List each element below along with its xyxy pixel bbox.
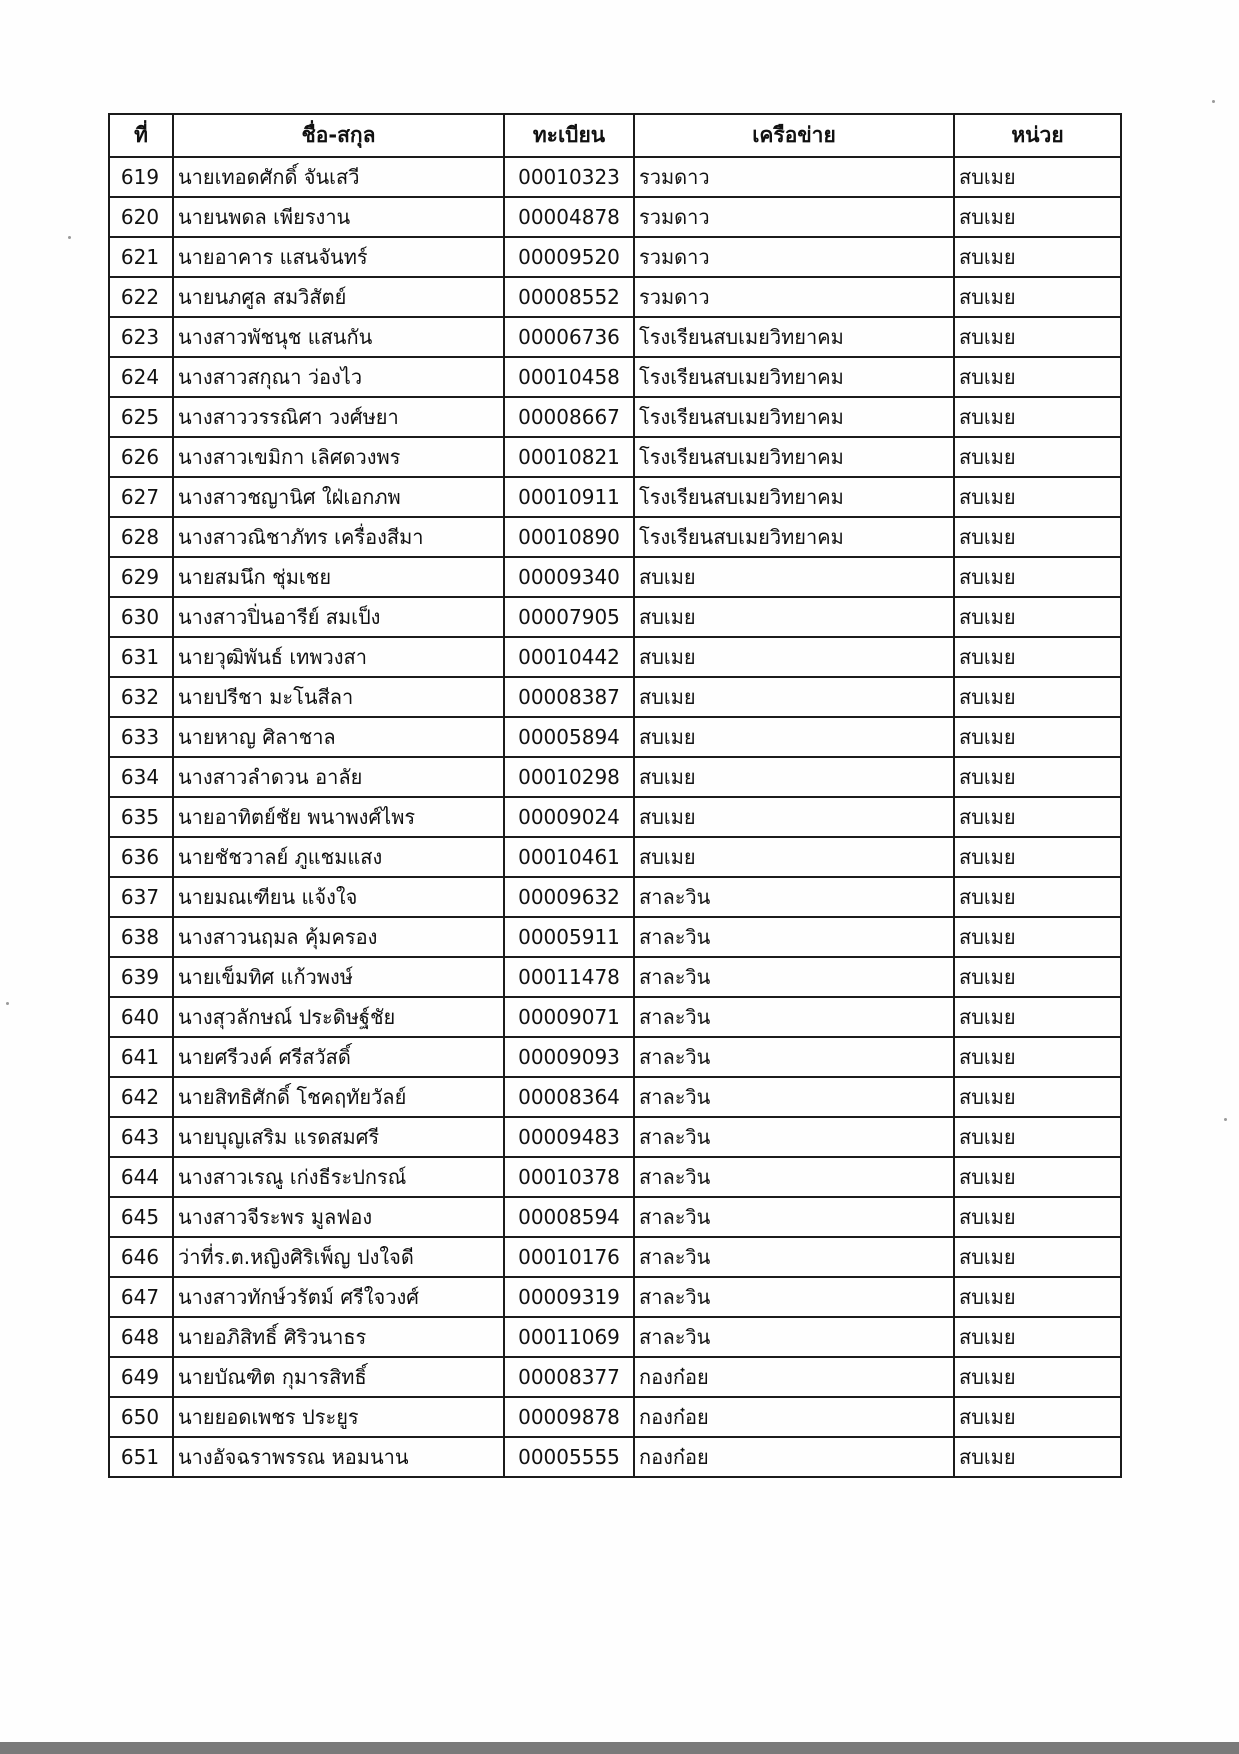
cell-name: ว่าที่ร.ต.หญิงศิริเพ็ญ ปงใจดี <box>173 1237 504 1277</box>
cell-num: 634 <box>109 757 173 797</box>
table-row <box>109 637 1121 677</box>
cell-unit: สบเมย <box>954 677 1121 717</box>
table-row <box>109 557 1121 597</box>
cell-registration: 00009520 <box>504 237 634 277</box>
cell-network: รวมดาว <box>634 237 954 277</box>
cell-registration: 00010442 <box>504 637 634 677</box>
cell-registration: 00009093 <box>504 1037 634 1077</box>
cell-registration: 00009878 <box>504 1397 634 1437</box>
cell-name: นายเทอดศักดิ์ จันเสวี <box>173 157 504 197</box>
cell-registration: 00009483 <box>504 1117 634 1157</box>
cell-registration: 00011069 <box>504 1317 634 1357</box>
cell-network: สาละวิน <box>634 1317 954 1357</box>
table-row <box>109 1397 1121 1437</box>
cell-registration: 00010323 <box>504 157 634 197</box>
cell-network: โรงเรียนสบเมยวิทยาคม <box>634 317 954 357</box>
cell-num: 621 <box>109 237 173 277</box>
table-row <box>109 477 1121 517</box>
cell-name: นายเข็มทิศ แก้วพงษ์ <box>173 957 504 997</box>
cell-registration: 00005894 <box>504 717 634 757</box>
cell-registration: 00008364 <box>504 1077 634 1117</box>
table-row <box>109 1037 1121 1077</box>
cell-name: นายมณเฑียน แจ้งใจ <box>173 877 504 917</box>
cell-num: 649 <box>109 1357 173 1397</box>
cell-registration: 00010461 <box>504 837 634 877</box>
cell-num: 639 <box>109 957 173 997</box>
cell-num: 619 <box>109 157 173 197</box>
table-row <box>109 517 1121 557</box>
cell-registration: 00010890 <box>504 517 634 557</box>
cell-name: นายอภิสิทธิ์ ศิริวนาธร <box>173 1317 504 1357</box>
cell-unit: สบเมย <box>954 877 1121 917</box>
cell-registration: 00010821 <box>504 437 634 477</box>
header-num: ที่ <box>109 114 173 157</box>
cell-name: นายอาคาร แสนจันทร์ <box>173 237 504 277</box>
cell-unit: สบเมย <box>954 1437 1121 1477</box>
cell-num: 624 <box>109 357 173 397</box>
table-row <box>109 357 1121 397</box>
cell-unit: สบเมย <box>954 1157 1121 1197</box>
cell-registration: 00007905 <box>504 597 634 637</box>
cell-num: 633 <box>109 717 173 757</box>
cell-network: สบเมย <box>634 637 954 677</box>
cell-name: นางอัจฉราพรรณ หอมนาน <box>173 1437 504 1477</box>
cell-network: สบเมย <box>634 797 954 837</box>
cell-network: สาละวิน <box>634 877 954 917</box>
cell-unit: สบเมย <box>954 957 1121 997</box>
cell-name: นางสาวนฤมล คุ้มครอง <box>173 917 504 957</box>
cell-registration: 00008387 <box>504 677 634 717</box>
cell-unit: สบเมย <box>954 1037 1121 1077</box>
cell-name: นางสาวทักษ์วรัตม์ ศรีใจวงศ์ <box>173 1277 504 1317</box>
table-row <box>109 1117 1121 1157</box>
cell-network: สบเมย <box>634 717 954 757</box>
cell-registration: 00006736 <box>504 317 634 357</box>
table-row <box>109 957 1121 997</box>
table-row <box>109 437 1121 477</box>
cell-name: นางสาวลำดวน อาลัย <box>173 757 504 797</box>
cell-unit: สบเมย <box>954 757 1121 797</box>
cell-registration: 00010458 <box>504 357 634 397</box>
cell-num: 637 <box>109 877 173 917</box>
cell-registration: 00010378 <box>504 1157 634 1197</box>
table-row <box>109 157 1121 197</box>
cell-network: สบเมย <box>634 557 954 597</box>
cell-network: กองก๋อย <box>634 1357 954 1397</box>
header-name: ชื่อ-สกุล <box>173 114 504 157</box>
cell-registration: 00008667 <box>504 397 634 437</box>
header-network: เครือข่าย <box>634 114 954 157</box>
table-row <box>109 1157 1121 1197</box>
cell-num: 638 <box>109 917 173 957</box>
cell-num: 646 <box>109 1237 173 1277</box>
cell-unit: สบเมย <box>954 557 1121 597</box>
cell-num: 640 <box>109 997 173 1037</box>
cell-unit: สบเมย <box>954 237 1121 277</box>
table-body <box>109 157 1121 1477</box>
cell-name: นายศรีวงค์ ศรีสวัสดิ์ <box>173 1037 504 1077</box>
header-registration: ทะเบียน <box>504 114 634 157</box>
cell-name: นางสาวสกุณา ว่องไว <box>173 357 504 397</box>
cell-unit: สบเมย <box>954 597 1121 637</box>
cell-network: กองก๋อย <box>634 1397 954 1437</box>
cell-registration: 00010176 <box>504 1237 634 1277</box>
cell-unit: สบเมย <box>954 1077 1121 1117</box>
table-row <box>109 277 1121 317</box>
cell-unit: สบเมย <box>954 717 1121 757</box>
cell-unit: สบเมย <box>954 837 1121 877</box>
cell-network: สาละวิน <box>634 1117 954 1157</box>
table-row <box>109 1077 1121 1117</box>
scan-speck <box>1224 1118 1227 1121</box>
scan-edge-bar <box>0 1742 1239 1754</box>
cell-network: โรงเรียนสบเมยวิทยาคม <box>634 517 954 557</box>
cell-num: 626 <box>109 437 173 477</box>
table-row <box>109 1197 1121 1237</box>
cell-name: นายหาญ ศิลาชาล <box>173 717 504 757</box>
cell-unit: สบเมย <box>954 157 1121 197</box>
cell-network: สาละวิน <box>634 917 954 957</box>
cell-name: นายชัชวาลย์ ภูแชมแสง <box>173 837 504 877</box>
cell-name: นายยอดเพชร ประยูร <box>173 1397 504 1437</box>
cell-name: นางสาวเรณู เก่งธีระปกรณ์ <box>173 1157 504 1197</box>
cell-network: กองก๋อย <box>634 1437 954 1477</box>
cell-registration: 00005911 <box>504 917 634 957</box>
cell-registration: 00009024 <box>504 797 634 837</box>
cell-unit: สบเมย <box>954 437 1121 477</box>
cell-registration: 00008594 <box>504 1197 634 1237</box>
cell-network: สาละวิน <box>634 1077 954 1117</box>
cell-num: 622 <box>109 277 173 317</box>
cell-name: นายวุฒิพันธ์ เทพวงสา <box>173 637 504 677</box>
cell-unit: สบเมย <box>954 1117 1121 1157</box>
cell-num: 632 <box>109 677 173 717</box>
table-row <box>109 877 1121 917</box>
table-row <box>109 917 1121 957</box>
cell-unit: สบเมย <box>954 1357 1121 1397</box>
cell-name: นางสาวชญานิศ ใฝ่เอกภพ <box>173 477 504 517</box>
cell-unit: สบเมย <box>954 1237 1121 1277</box>
cell-unit: สบเมย <box>954 1277 1121 1317</box>
cell-num: 628 <box>109 517 173 557</box>
table-row <box>109 677 1121 717</box>
cell-registration: 00009340 <box>504 557 634 597</box>
table-row <box>109 797 1121 837</box>
scan-speck <box>1212 100 1215 103</box>
cell-network: สาละวิน <box>634 1197 954 1237</box>
cell-num: 651 <box>109 1437 173 1477</box>
table-row <box>109 1237 1121 1277</box>
cell-network: สบเมย <box>634 837 954 877</box>
cell-unit: สบเมย <box>954 197 1121 237</box>
cell-name: นายนพดล เพียรงาน <box>173 197 504 237</box>
cell-unit: สบเมย <box>954 797 1121 837</box>
cell-network: สบเมย <box>634 677 954 717</box>
cell-network: โรงเรียนสบเมยวิทยาคม <box>634 477 954 517</box>
cell-name: นางสุวลักษณ์ ประดิษฐ์ชัย <box>173 997 504 1037</box>
cell-num: 647 <box>109 1277 173 1317</box>
cell-num: 650 <box>109 1397 173 1437</box>
cell-num: 642 <box>109 1077 173 1117</box>
cell-name: นางสาวพัชนุช แสนกัน <box>173 317 504 357</box>
table-row <box>109 1317 1121 1357</box>
cell-network: สบเมย <box>634 597 954 637</box>
cell-name: นายปรีชา มะโนสีลา <box>173 677 504 717</box>
table-row <box>109 1357 1121 1397</box>
cell-num: 635 <box>109 797 173 837</box>
cell-num: 648 <box>109 1317 173 1357</box>
cell-registration: 00008377 <box>504 1357 634 1397</box>
cell-network: รวมดาว <box>634 157 954 197</box>
cell-network: สาละวิน <box>634 957 954 997</box>
cell-registration: 00008552 <box>504 277 634 317</box>
cell-unit: สบเมย <box>954 357 1121 397</box>
cell-registration: 00004878 <box>504 197 634 237</box>
cell-unit: สบเมย <box>954 917 1121 957</box>
cell-registration: 00009632 <box>504 877 634 917</box>
cell-network: สาละวิน <box>634 1277 954 1317</box>
cell-unit: สบเมย <box>954 1397 1121 1437</box>
cell-name: นายนภศูล สมวิสัตย์ <box>173 277 504 317</box>
cell-num: 643 <box>109 1117 173 1157</box>
scan-speck <box>68 236 71 239</box>
table-row <box>109 237 1121 277</box>
cell-name: นางสาวณิชาภัทร เครื่องสีมา <box>173 517 504 557</box>
cell-network: สาละวิน <box>634 1157 954 1197</box>
cell-name: นายบัณฑิต กุมารสิทธิ์ <box>173 1357 504 1397</box>
cell-registration: 00005555 <box>504 1437 634 1477</box>
cell-name: นางสาววรรณิศา วงศ์ษยา <box>173 397 504 437</box>
cell-registration: 00009071 <box>504 997 634 1037</box>
cell-network: สาละวิน <box>634 1237 954 1277</box>
cell-num: 641 <box>109 1037 173 1077</box>
table-row <box>109 397 1121 437</box>
cell-registration: 00011478 <box>504 957 634 997</box>
table-row <box>109 1437 1121 1477</box>
cell-name: นางสาวเขมิกา เลิศดวงพร <box>173 437 504 477</box>
cell-network: สาละวิน <box>634 997 954 1037</box>
cell-network: สาละวิน <box>634 1037 954 1077</box>
cell-name: นายสิทธิศักดิ์ โชคฤทัยวัลย์ <box>173 1077 504 1117</box>
cell-name: นายบุญเสริม แรดสมศรี <box>173 1117 504 1157</box>
cell-num: 636 <box>109 837 173 877</box>
cell-name: นางสาวปิ่นอารีย์ สมเป็ง <box>173 597 504 637</box>
cell-num: 623 <box>109 317 173 357</box>
cell-name: นายอาทิตย์ชัย พนาพงศ์ไพร <box>173 797 504 837</box>
cell-num: 644 <box>109 1157 173 1197</box>
cell-registration: 00009319 <box>504 1277 634 1317</box>
cell-num: 629 <box>109 557 173 597</box>
cell-num: 645 <box>109 1197 173 1237</box>
cell-network: โรงเรียนสบเมยวิทยาคม <box>634 437 954 477</box>
cell-unit: สบเมย <box>954 477 1121 517</box>
cell-unit: สบเมย <box>954 997 1121 1037</box>
table-row <box>109 717 1121 757</box>
cell-registration: 00010298 <box>504 757 634 797</box>
cell-name: นางสาวจีระพร มูลฟอง <box>173 1197 504 1237</box>
cell-unit: สบเมย <box>954 397 1121 437</box>
scan-speck <box>6 1002 9 1005</box>
cell-network: สบเมย <box>634 757 954 797</box>
cell-unit: สบเมย <box>954 1317 1121 1357</box>
cell-unit: สบเมย <box>954 517 1121 557</box>
cell-registration: 00010911 <box>504 477 634 517</box>
table-row <box>109 997 1121 1037</box>
cell-num: 620 <box>109 197 173 237</box>
header-unit: หน่วย <box>954 114 1121 157</box>
table-row <box>109 197 1121 237</box>
cell-network: โรงเรียนสบเมยวิทยาคม <box>634 397 954 437</box>
table-row <box>109 757 1121 797</box>
table-row <box>109 317 1121 357</box>
cell-unit: สบเมย <box>954 317 1121 357</box>
roster-table <box>108 113 1122 1478</box>
table-header-row <box>109 114 1121 157</box>
cell-unit: สบเมย <box>954 637 1121 677</box>
cell-num: 625 <box>109 397 173 437</box>
cell-network: โรงเรียนสบเมยวิทยาคม <box>634 357 954 397</box>
cell-network: รวมดาว <box>634 277 954 317</box>
cell-unit: สบเมย <box>954 277 1121 317</box>
table-row <box>109 1277 1121 1317</box>
cell-network: รวมดาว <box>634 197 954 237</box>
cell-unit: สบเมย <box>954 1197 1121 1237</box>
cell-num: 627 <box>109 477 173 517</box>
cell-name: นายสมนึก ชุ่มเชย <box>173 557 504 597</box>
table-row <box>109 837 1121 877</box>
table-row <box>109 597 1121 637</box>
cell-num: 630 <box>109 597 173 637</box>
cell-num: 631 <box>109 637 173 677</box>
